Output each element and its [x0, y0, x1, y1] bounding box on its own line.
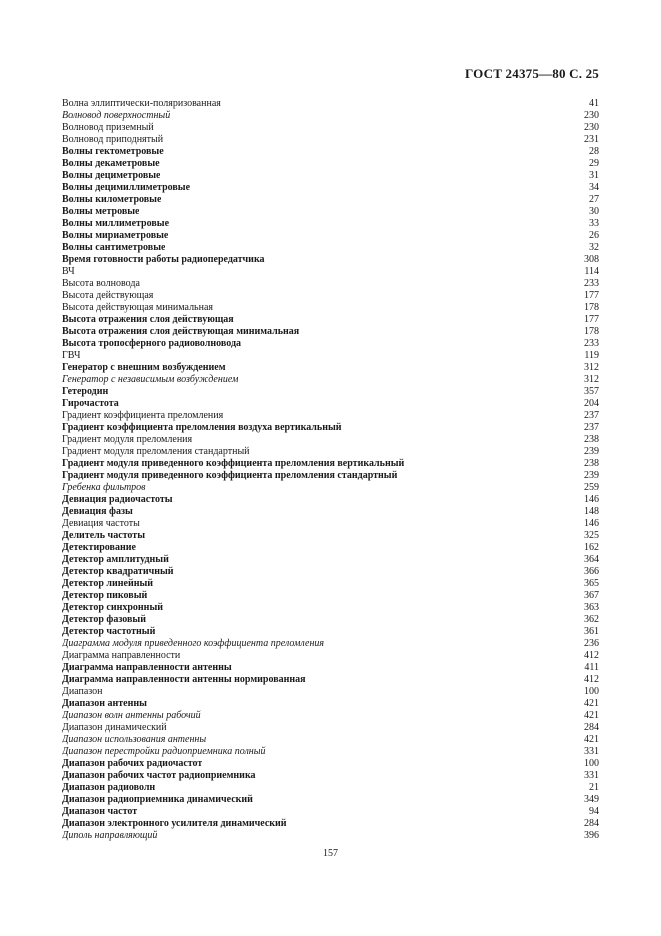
index-entry — [62, 206, 599, 218]
index-entry-term: Детектор амплитудный — [62, 554, 169, 565]
index-entry-page: 119 — [584, 350, 599, 361]
index-entry-page: 421 — [584, 698, 599, 709]
index-entry — [62, 290, 599, 302]
index-entry-page: 31 — [589, 170, 599, 181]
index-entry-page: 396 — [584, 830, 599, 841]
index-entry-page: 312 — [584, 374, 599, 385]
index-entry — [62, 314, 599, 326]
index-entry — [62, 338, 599, 350]
index-entry-term: Диапазон использования антенны — [62, 734, 207, 745]
index-entry-page: 308 — [584, 254, 599, 265]
index-entry-term: Генератор с независимым возбуждением — [62, 374, 239, 385]
index-entry — [62, 146, 599, 158]
index-entry-term: Детектор фазовый — [62, 614, 146, 625]
index-entry-page: 237 — [584, 422, 599, 433]
index-entry — [62, 170, 599, 182]
index-entry-term: Высота волновода — [62, 278, 140, 289]
index-entry — [62, 386, 599, 398]
index-entry — [62, 746, 599, 758]
index-entry-page: 177 — [584, 314, 599, 325]
index-entry-page: 349 — [584, 794, 599, 805]
index-entry-term: Гирочастота — [62, 398, 119, 409]
index-entry — [62, 734, 599, 746]
index-entry — [62, 158, 599, 170]
index-entry-term: Диаграмма направленности антенны нормированная — [62, 674, 306, 685]
index-entry-term: Диапазон — [62, 686, 103, 697]
index-entry-term: Диапазон рабочих частот радиоприемника — [62, 770, 256, 781]
page-number: 157 — [323, 848, 338, 859]
index-entry-term: Волны декаметровые — [62, 158, 160, 169]
index-entry-term: Девиация радиочастоты — [62, 494, 173, 505]
index-entry-page: 331 — [584, 746, 599, 757]
index-entry-page: 233 — [584, 338, 599, 349]
index-entry — [62, 98, 599, 110]
index-entries-list — [62, 98, 599, 842]
index-entry-page: 162 — [584, 542, 599, 553]
index-entry-page: 412 — [584, 650, 599, 661]
index-entry-page: 361 — [584, 626, 599, 637]
index-entry — [62, 374, 599, 386]
index-entry-page: 114 — [584, 266, 599, 277]
index-entry — [62, 770, 599, 782]
index-entry-page: 233 — [584, 278, 599, 289]
index-entry-term: Градиент коэффициента преломления — [62, 410, 224, 421]
index-entry-page: 238 — [584, 458, 599, 469]
index-entry — [62, 482, 599, 494]
index-entry-page: 148 — [584, 506, 599, 517]
index-entry — [62, 602, 599, 614]
index-entry-term: Диапазон радиоволн — [62, 782, 156, 793]
index-entry — [62, 722, 599, 734]
index-entry-page: 204 — [584, 398, 599, 409]
index-entry-page: 236 — [584, 638, 599, 649]
index-entry-term: Детектор синхронный — [62, 602, 164, 613]
index-entry — [62, 134, 599, 146]
index-entry-page: 365 — [584, 578, 599, 589]
index-entry-page: 28 — [589, 146, 599, 157]
index-entry-term: Диапазон частот — [62, 806, 138, 817]
index-entry-page: 237 — [584, 410, 599, 421]
index-entry — [62, 182, 599, 194]
index-entry — [62, 806, 599, 818]
index-entry — [62, 830, 599, 842]
index-entry-term: Волны дециметровые — [62, 170, 161, 181]
index-entry-page: 312 — [584, 362, 599, 373]
index-entry-term: Детектирование — [62, 542, 136, 553]
index-entry — [62, 446, 599, 458]
index-entry-page: 363 — [584, 602, 599, 613]
index-entry — [62, 638, 599, 650]
index-entry-term: Детектор пиковый — [62, 590, 148, 601]
index-entry — [62, 362, 599, 374]
index-entry — [62, 266, 599, 278]
index-entry-page: 357 — [584, 386, 599, 397]
index-entry-term: Градиент модуля приведенного коэффициента преломления стандартный — [62, 470, 398, 481]
index-entry-page: 412 — [584, 674, 599, 685]
index-entry-term: Диаграмма направленности — [62, 650, 181, 661]
index-entry — [62, 554, 599, 566]
index-entry-term: Высота действующая минимальная — [62, 302, 214, 313]
index-entry-page: 94 — [589, 806, 599, 817]
index-entry — [62, 614, 599, 626]
index-entry — [62, 818, 599, 830]
index-entry-page: 231 — [584, 134, 599, 145]
index-entry-term: Градиент модуля преломления стандартный — [62, 446, 250, 457]
index-entry-page: 30 — [589, 206, 599, 217]
index-entry-term: Волны метровые — [62, 206, 140, 217]
index-entry-term: Волны километровые — [62, 194, 162, 205]
index-entry-term: Время готовности работы радиопередатчика — [62, 254, 265, 265]
index-entry-page: 146 — [584, 518, 599, 529]
index-entry-page: 178 — [584, 326, 599, 337]
index-entry — [62, 242, 599, 254]
index-entry — [62, 278, 599, 290]
index-entry — [62, 458, 599, 470]
index-entry-page: 26 — [589, 230, 599, 241]
index-entry-term: Высота отражения слоя действующая — [62, 314, 234, 325]
index-entry — [62, 674, 599, 686]
index-entry-page: 239 — [584, 470, 599, 481]
index-entry-term: Генератор с внешним возбуждением — [62, 362, 226, 373]
index-entry-page: 367 — [584, 590, 599, 601]
index-entry-page: 284 — [584, 722, 599, 733]
index-entry-term: Волновод приподнятый — [62, 134, 164, 145]
index-entry — [62, 122, 599, 134]
index-entry-page: 21 — [589, 782, 599, 793]
index-entry-page: 366 — [584, 566, 599, 577]
index-entry-term: ГВЧ — [62, 350, 81, 361]
index-entry-term: Диапазон динамический — [62, 722, 167, 733]
index-entry-term: Диполь направляющий — [62, 830, 158, 841]
index-entry-term: Делитель частоты — [62, 530, 146, 541]
index-entry — [62, 410, 599, 422]
index-entry-page: 259 — [584, 482, 599, 493]
index-entry — [62, 578, 599, 590]
index-entry-page: 421 — [584, 710, 599, 721]
index-entry-term: Детектор линейный — [62, 578, 154, 589]
index-entry — [62, 302, 599, 314]
index-entry-term: Гетеродин — [62, 386, 109, 397]
index-entry — [62, 710, 599, 722]
index-entry-page: 177 — [584, 290, 599, 301]
index-entry-term: Высота отражения слоя действующая минимальная — [62, 326, 300, 337]
index-entry-term: Диапазон антенны — [62, 698, 147, 709]
index-entry-page: 27 — [589, 194, 599, 205]
index-entry-page: 238 — [584, 434, 599, 445]
index-entry-term: Диапазон рабочих радиочастот — [62, 758, 203, 769]
index-entry-term: Диаграмма модуля приведенного коэффициента преломления — [62, 638, 325, 649]
index-entry-term: Градиент модуля приведенного коэффициента преломления вертикальный — [62, 458, 405, 469]
index-entry — [62, 326, 599, 338]
index-entry — [62, 506, 599, 518]
index-entry-term: Высота тропосферного радиоволновода — [62, 338, 242, 349]
index-entry-page: 230 — [584, 110, 599, 121]
index-entry-page: 41 — [589, 98, 599, 109]
index-entry — [62, 194, 599, 206]
index-entry — [62, 590, 599, 602]
index-entry — [62, 626, 599, 638]
index-entry-term: Диапазон волн антенны рабочий — [62, 710, 201, 721]
index-entry — [62, 230, 599, 242]
index-entry-term: Волна эллиптически-поляризованная — [62, 98, 221, 109]
index-entry-page: 411 — [584, 662, 599, 673]
index-entry-term: Волны мириаметровые — [62, 230, 169, 241]
index-entry — [62, 758, 599, 770]
index-entry — [62, 686, 599, 698]
index-entry — [62, 698, 599, 710]
index-entry-page: 146 — [584, 494, 599, 505]
index-entry-page: 34 — [589, 182, 599, 193]
index-entry-page: 364 — [584, 554, 599, 565]
index-entry-page: 100 — [584, 758, 599, 769]
index-entry — [62, 434, 599, 446]
index-entry-term: Волны миллиметровые — [62, 218, 170, 229]
index-entry-term: Гребенка фильтров — [62, 482, 146, 493]
index-entry-page: 284 — [584, 818, 599, 829]
index-entry — [62, 530, 599, 542]
index-entry-page: 239 — [584, 446, 599, 457]
index-entry-term: Волновод приземный — [62, 122, 154, 133]
index-entry-term: Детектор квадратичный — [62, 566, 174, 577]
index-entry-page: 230 — [584, 122, 599, 133]
index-entry-term: Девиация фазы — [62, 506, 133, 517]
index-entry-term: Волны децимиллиметровые — [62, 182, 191, 193]
index-entry-term: ВЧ — [62, 266, 75, 277]
index-entry-term: Градиент модуля преломления — [62, 434, 193, 445]
index-entry-term: Высота действующая — [62, 290, 154, 301]
index-entry — [62, 794, 599, 806]
index-entry-term: Волновод поверхностный — [62, 110, 171, 121]
index-entry-page: 421 — [584, 734, 599, 745]
index-entry-page: 29 — [589, 158, 599, 169]
index-entry-term: Диапазон радиоприемника динамический — [62, 794, 253, 805]
index-entry — [62, 110, 599, 122]
index-entry — [62, 542, 599, 554]
index-entry-term: Детектор частотный — [62, 626, 156, 637]
index-entry-term: Диаграмма направленности антенны — [62, 662, 232, 673]
index-entry — [62, 254, 599, 266]
index-entry-page: 33 — [589, 218, 599, 229]
index-entry — [62, 566, 599, 578]
index-entry-page: 178 — [584, 302, 599, 313]
index-entry — [62, 398, 599, 410]
index-entry — [62, 470, 599, 482]
index-entry-page: 32 — [589, 242, 599, 253]
index-entry-term: Градиент коэффициента преломления воздуха вертикальный — [62, 422, 342, 433]
index-entry — [62, 218, 599, 230]
index-entry-page: 325 — [584, 530, 599, 541]
index-entry — [62, 494, 599, 506]
index-entry — [62, 650, 599, 662]
index-entry — [62, 662, 599, 674]
index-entry-term: Девиация частоты — [62, 518, 140, 529]
index-entry-term: Диапазон перестройки радиоприемника полный — [62, 746, 266, 757]
index-entry — [62, 782, 599, 794]
index-entry-page: 100 — [584, 686, 599, 697]
index-entry — [62, 350, 599, 362]
index-entry-term: Волны сантиметровые — [62, 242, 166, 253]
index-entry-term: Волны гектометровые — [62, 146, 164, 157]
document-header: ГОСТ 24375—80 С. 25 — [465, 66, 599, 81]
index-entry — [62, 422, 599, 434]
index-entry-term: Диапазон электронного усилителя динамический — [62, 818, 287, 829]
index-entry-page: 362 — [584, 614, 599, 625]
index-entry — [62, 518, 599, 530]
index-entry-page: 331 — [584, 770, 599, 781]
